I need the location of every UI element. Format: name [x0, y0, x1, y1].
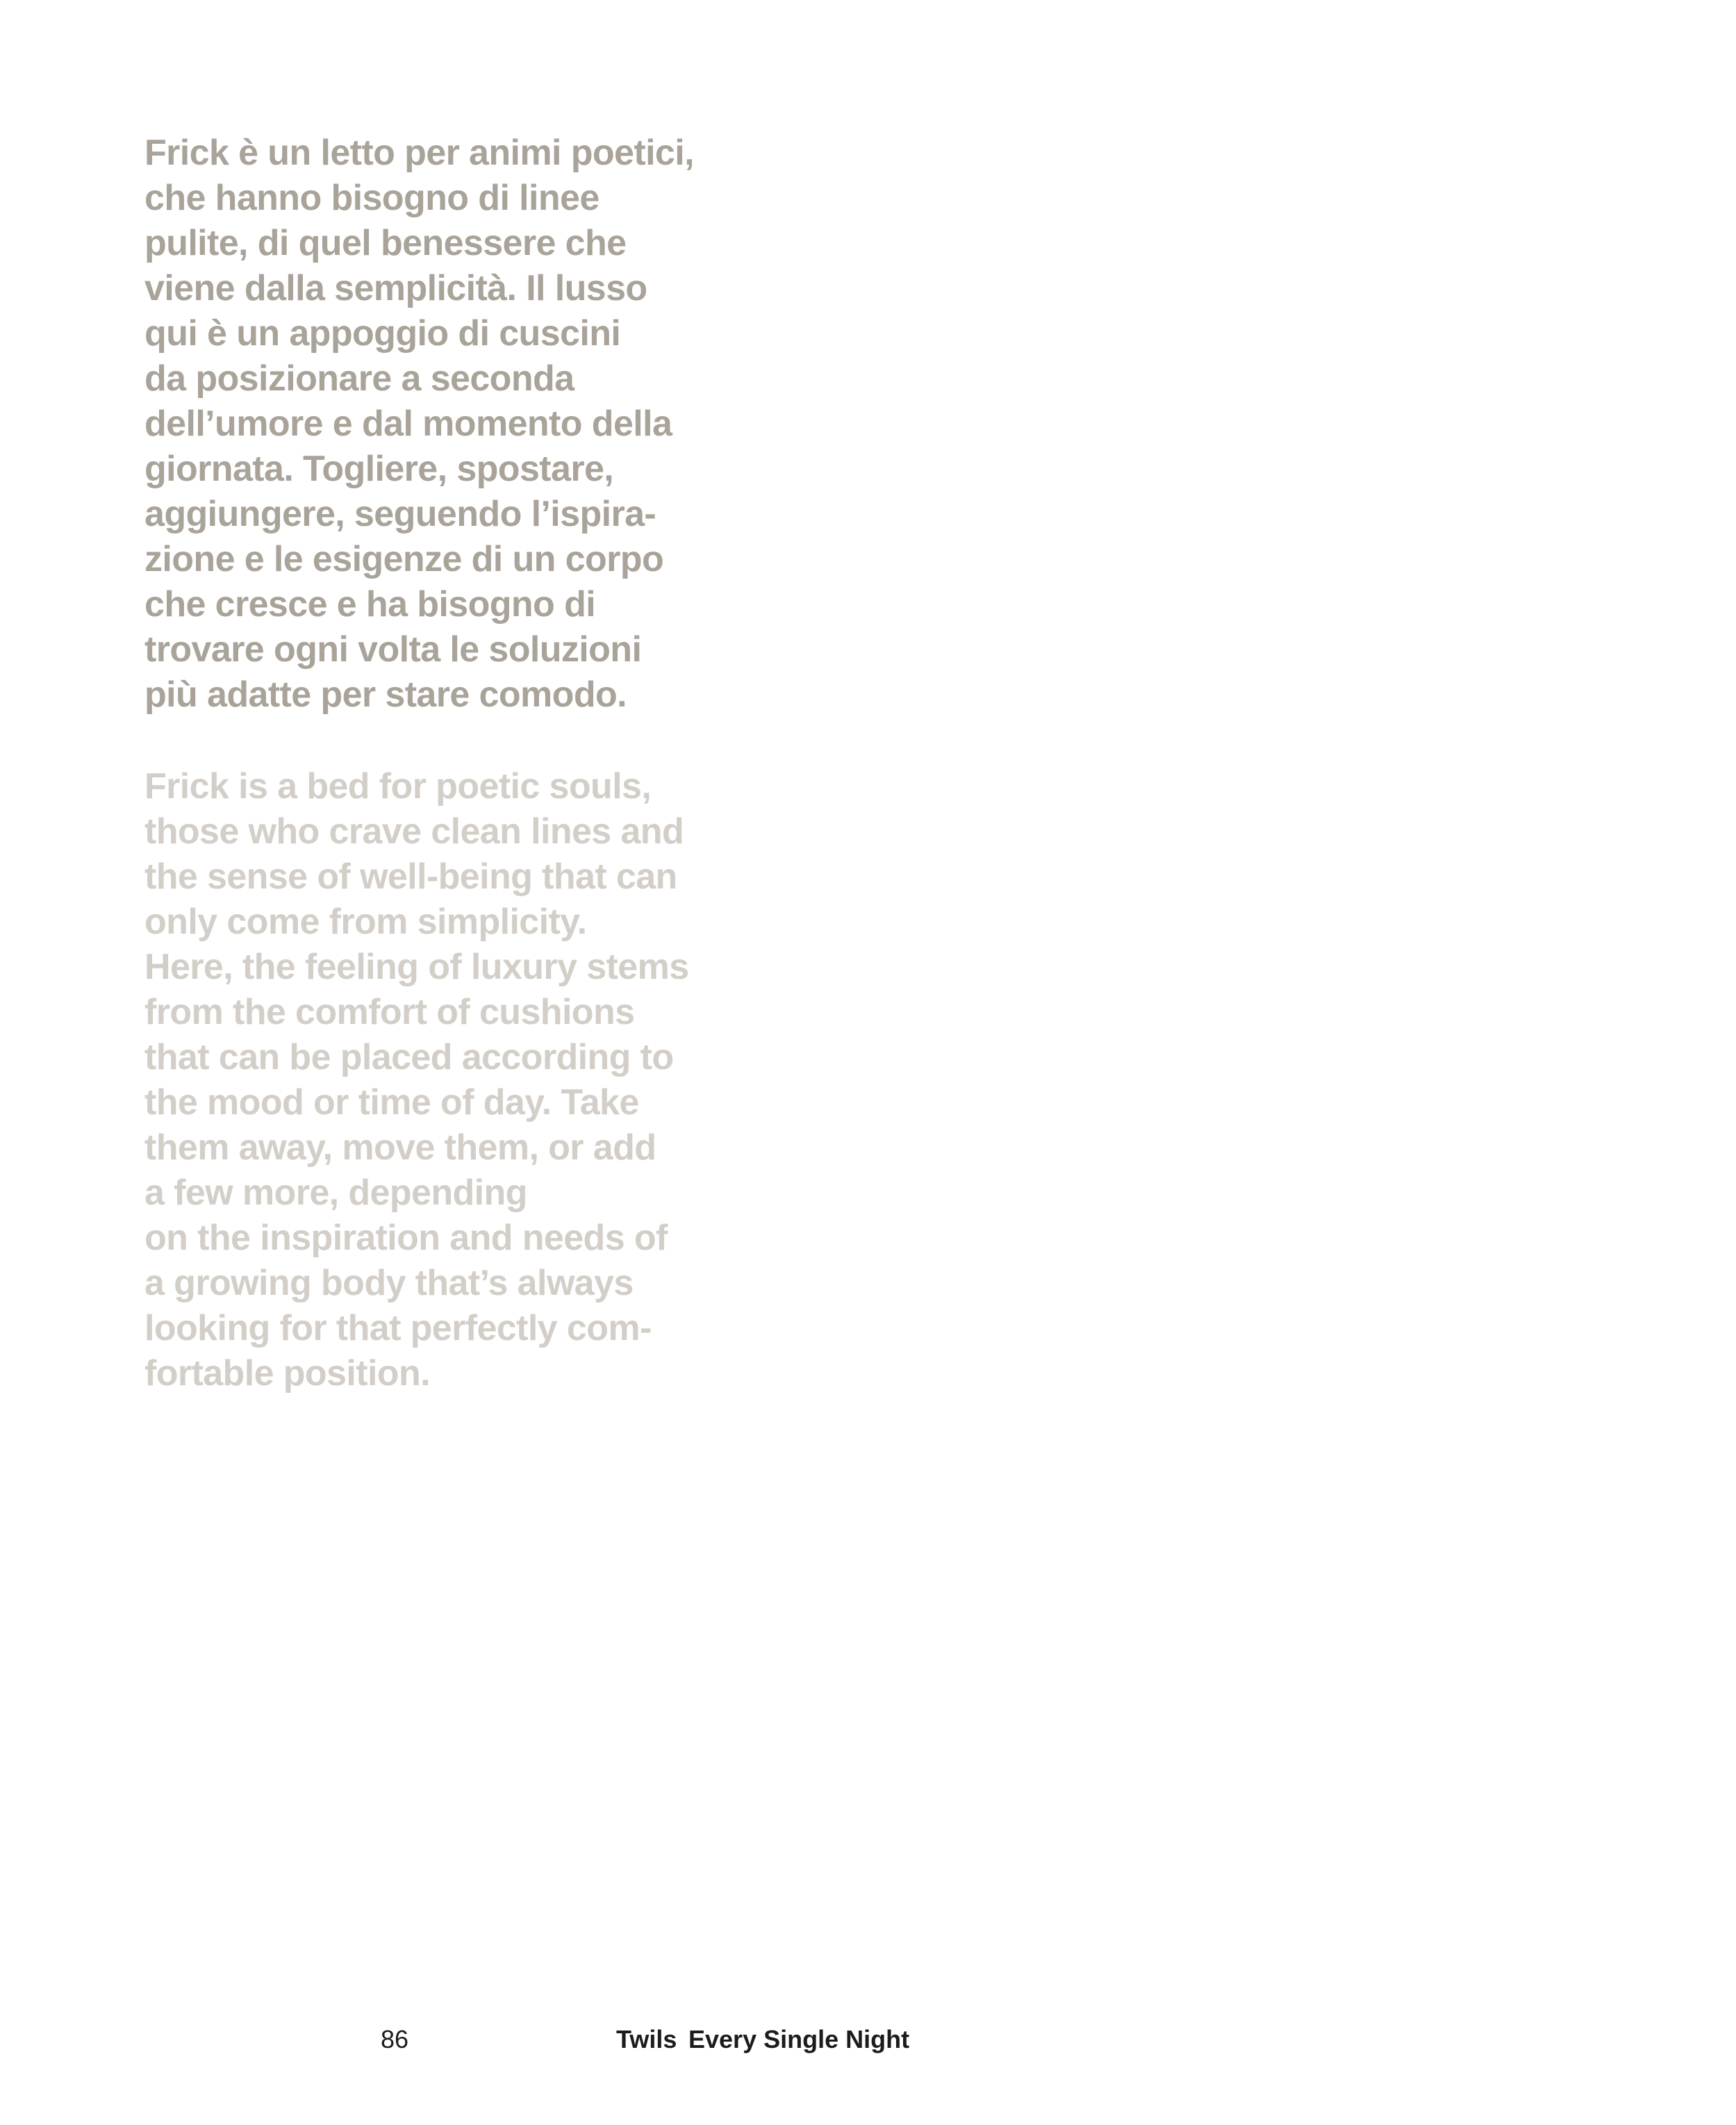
english-paragraph — [144, 764, 770, 1396]
paragraph-line: from the comfort of cushions — [144, 992, 635, 1032]
paragraph-line: the sense of well-being that can — [144, 857, 677, 897]
paragraph-line: those who crave clean lines and — [144, 811, 684, 852]
italian-paragraph — [144, 131, 770, 718]
paragraph-line: trovare ogni volta le soluzioni — [144, 629, 642, 670]
paragraph-line: Frick è un letto per animi poetici, — [144, 133, 694, 173]
paragraph-line: a few more, depending — [144, 1173, 527, 1213]
footer-publication-title: Every Single Night — [688, 2025, 910, 2053]
paragraph-line: pulite, di quel benessere che — [144, 223, 627, 263]
paragraph-line: Frick is a bed for poetic souls, — [144, 766, 652, 807]
paragraph-line: dell’umore e dal momento della — [144, 404, 672, 444]
paragraph-line: on the inspiration and needs of — [144, 1218, 668, 1258]
paragraph-line: a growing body that’s always — [144, 1263, 634, 1303]
paragraph-line: che hanno bisogno di linee — [144, 178, 600, 218]
paragraph-line: only come from simplicity. — [144, 902, 587, 942]
paragraph-line: looking for that perfectly com- — [144, 1308, 652, 1348]
paragraph-line: that can be placed according to — [144, 1037, 674, 1077]
paragraph-line: giornata. Togliere, spostare, — [144, 449, 614, 489]
paragraph-line: viene dalla semplicità. Il lusso — [144, 268, 647, 308]
paragraph-line: them away, move them, or add — [144, 1127, 656, 1168]
paragraph-line: zione e le esigenze di un corpo — [144, 539, 664, 579]
paragraph-line: da posizionare a seconda — [144, 358, 574, 399]
page-number: 86 — [381, 2025, 409, 2053]
paragraph-line: the mood or time of day. Take — [144, 1082, 639, 1123]
paragraph-line: che cresce e ha bisogno di — [144, 584, 596, 625]
paragraph-line: qui è un appoggio di cuscini — [144, 313, 621, 354]
paragraph-line: aggiungere, seguendo l’ispira- — [144, 494, 656, 534]
paragraph-line: Here, the feeling of luxury stems — [144, 947, 689, 987]
paragraph-line: fortable position. — [144, 1353, 430, 1394]
footer-brand: Twils — [616, 2025, 677, 2053]
paragraph-line: più adatte per stare comodo. — [144, 675, 627, 715]
